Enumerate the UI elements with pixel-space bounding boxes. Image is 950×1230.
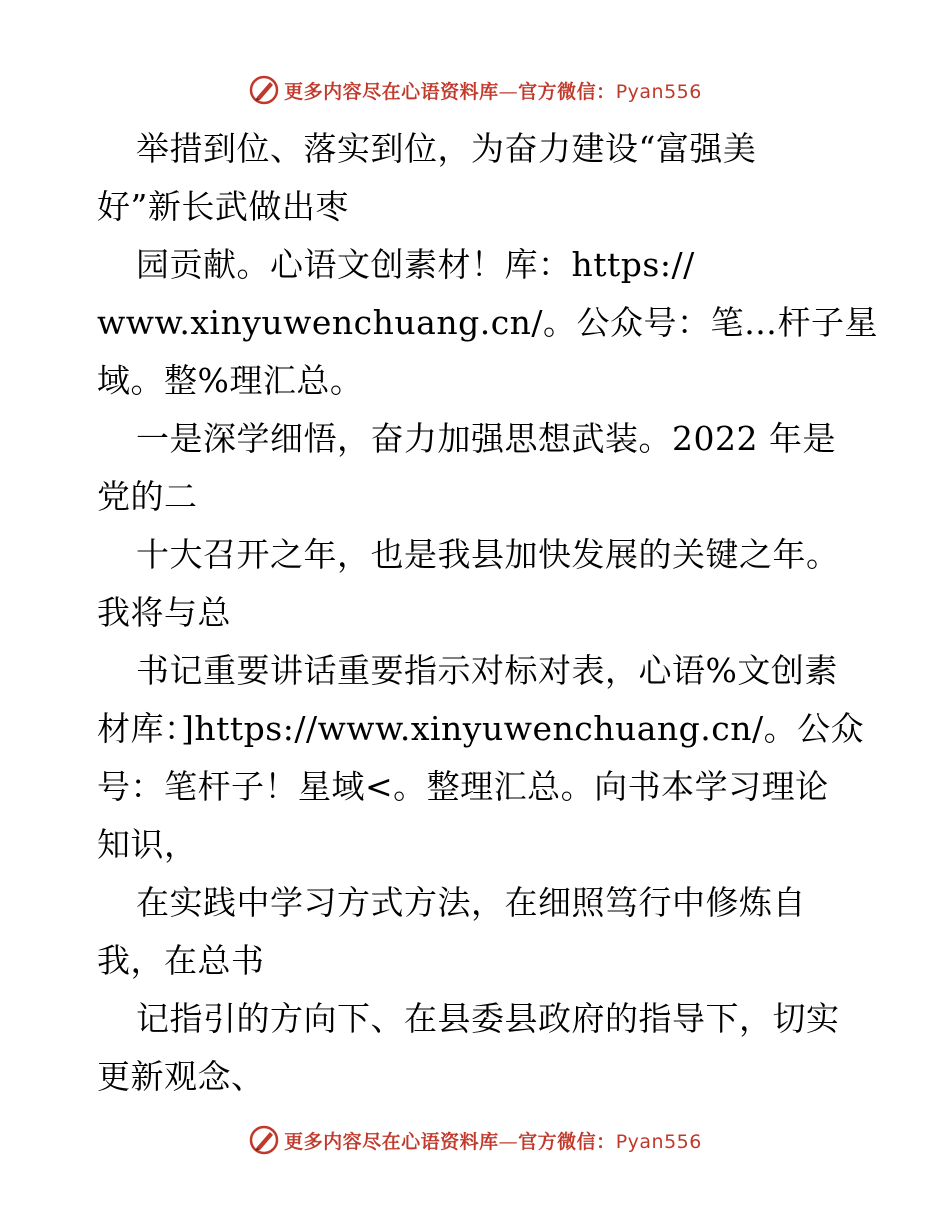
pen-logo-icon xyxy=(248,74,280,106)
footer-banner-sep: — xyxy=(498,1130,519,1153)
body-text-line: www.xinyuwenchuang.cn/。公众号：笔…杆子星 xyxy=(97,303,879,342)
body-text-line: 号：笔杆子！星域<。整理汇总。向书本学习理论 xyxy=(97,767,829,806)
header-banner-text xyxy=(284,77,702,104)
footer-banner-wechat: 官方微信： xyxy=(518,1130,616,1153)
body-text-line: 书记重要讲话重要指示对标对表，心语%文创素 xyxy=(136,651,838,690)
body-text-line: 十大召开之年，也是我县加快发展的关键之年。 xyxy=(136,535,840,574)
body-text-line: 材库：]https://www.xinyuwenchuang.cn/。公众 xyxy=(97,709,865,748)
header-banner xyxy=(0,70,950,110)
body-text-line: 一是深学细悟，奋力加强思想武装。2022 年是 xyxy=(136,419,836,458)
footer-banner-main: 更多内容尽在心语资料库 xyxy=(284,1130,499,1153)
header-banner-sep: — xyxy=(498,80,519,103)
body-text-line: 记指引的方向下、在县委县政府的指导下，切实 xyxy=(136,999,840,1038)
body-text-line: 园贡献。心语文创素材！库：https:// xyxy=(136,245,695,284)
body-text-line: 更新观念、 xyxy=(97,1057,265,1096)
body-text-line: 知识， xyxy=(97,825,198,864)
body-text-line: 党的二 xyxy=(97,477,198,516)
footer-banner xyxy=(0,1120,950,1160)
header-banner-id: Pyan556 xyxy=(615,80,702,103)
body-text-line: 我，在总书 xyxy=(97,941,265,980)
body-text-line: 好”新长武做出枣 xyxy=(97,187,349,226)
body-text-line: 域。整%理汇总。 xyxy=(97,361,364,400)
header-banner-main: 更多内容尽在心语资料库 xyxy=(284,80,499,103)
body-text-line: 我将与总 xyxy=(97,593,231,632)
header-banner-wechat: 官方微信： xyxy=(518,80,616,103)
body-text-line: 举措到位、落实到位，为奋力建设“富强美 xyxy=(136,129,757,168)
body-text-line: 在实践中学习方式方法，在细照笃行中修炼自 xyxy=(136,883,806,922)
document-body xyxy=(97,120,879,1106)
footer-banner-id: Pyan556 xyxy=(615,1130,702,1153)
footer-banner-text xyxy=(284,1127,702,1154)
pen-logo-icon xyxy=(248,1124,280,1156)
